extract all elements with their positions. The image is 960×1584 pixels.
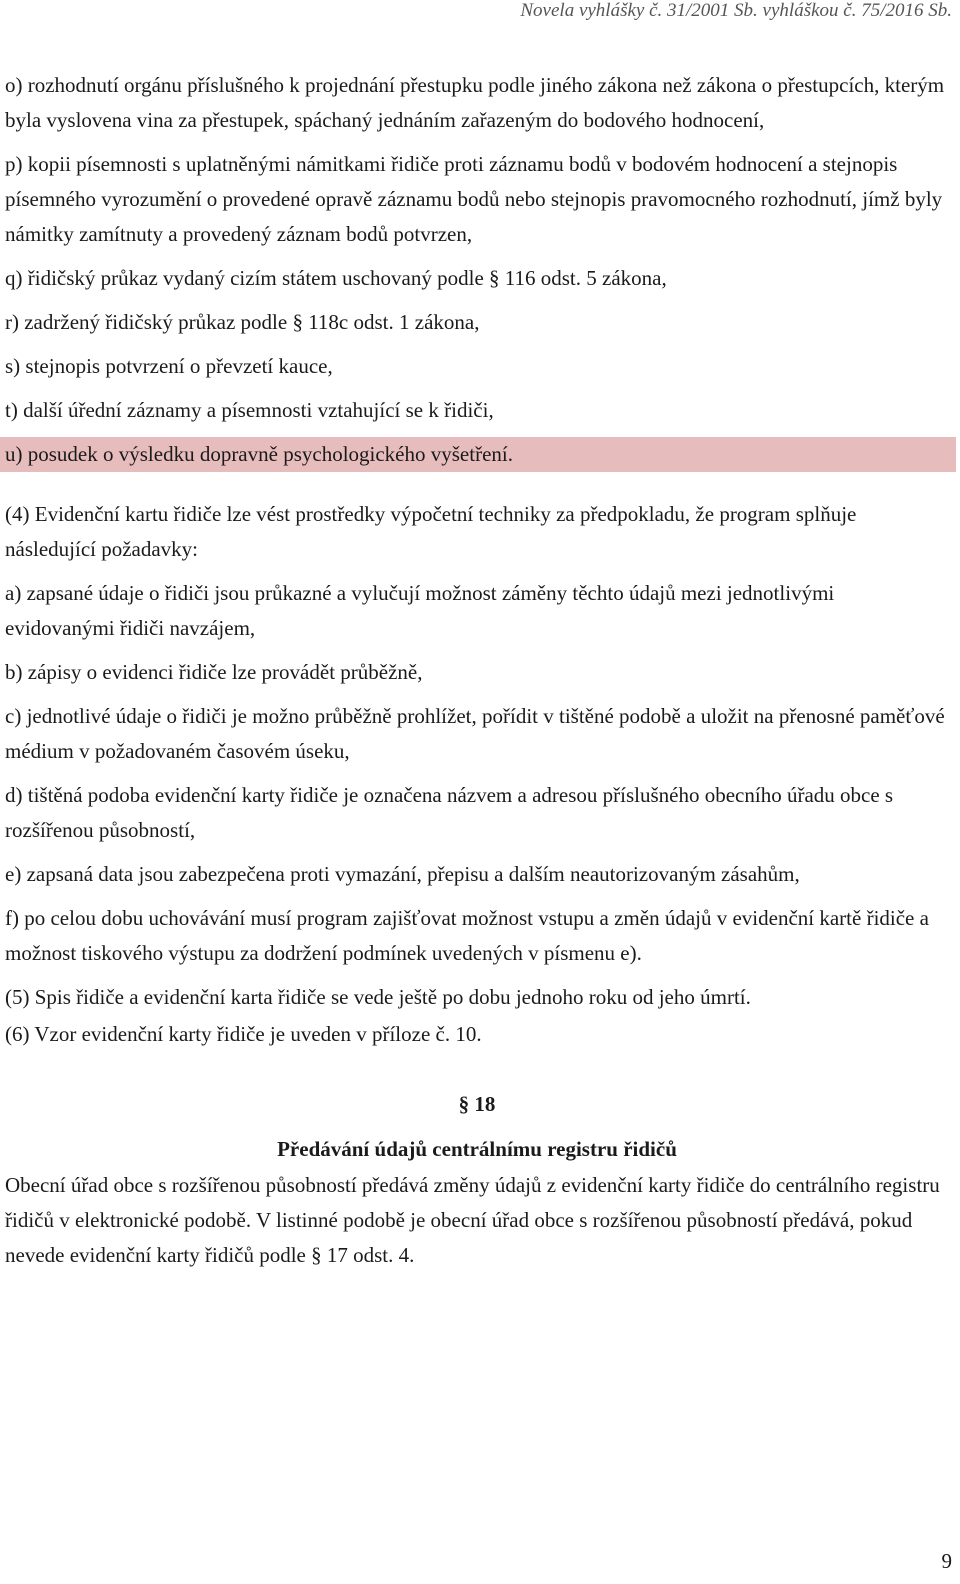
paragraph-4-intro: (4) Evidenční kartu řidiče lze vést prostředky výpočetní techniky za předpokladu, že program splňuje následující požadavky: [5,502,857,561]
requirement-c: c) jednotlivé údaje o řidiči je možno průběžně prohlížet, pořídit v tištěné podobě a uložit na přenosné paměťové médium v požadovaném časovém úseku, [5,704,945,763]
requirement-e: e) zapsaná data jsou zabezpečena proti vymazání, přepisu a dalším neautorizovaným zásahům, [5,862,800,886]
section-number: § 18 [458,1092,496,1116]
page-number: 9 [941,1549,952,1573]
list-item-u-highlighted: u) posudek o výsledku dopravně psychologického vyšetření. [0,437,956,472]
section-title: Předávání údajů centrálnímu registru řidičů [277,1137,677,1161]
paragraph-5: (5) Spis řidiče a evidenční karta řidiče se vede ještě po dobu jednoho roku od jeho úmrtí. [5,985,751,1009]
document-body [5,68,949,1282]
paragraph-6: (6) Vzor evidenční karty řidiče je uveden v příloze č. 10. [5,1022,482,1046]
section-body: Obecní úřad obce s rozšířenou působností předává změny údajů z evidenční karty řidiče do centrálního registru řidičů v elektronické podobě. V listinné podobě je obecní úřad obce s rozšířenou působností předává, pokud nevede evidenční karty řidičů podle § 17 odst. 4. [5,1173,940,1267]
requirement-d: d) tištěná podoba evidenční karty řidiče je označena názvem a adresou příslušného obecního úřadu obce s rozšířenou působností, [5,783,894,842]
list-item-o: o) rozhodnutí orgánu příslušného k projednání přestupku podle jiného zákona než zákona o přestupcích, kterým byla vyslovena vina za přestupek, spáchaný jednáním zařazeným do bodového hodnocení, [5,73,945,132]
list-item-p: p) kopii písemnosti s uplatněnými námitkami řidiče proti záznamu bodů v bodovém hodnocení a stejnopis písemného vyrozumění o provedené opravě záznamu bodů nebo stejnopis pravomocného rozhodnutí, jímž byly námitky zamítnuty a provedený záznam bodů potvrzen, [5,152,943,246]
document-running-header: Novela vyhlášky č. 31/2001 Sb. vyhláškou č. 75/2016 Sb. [520,0,952,21]
requirement-a: a) zapsané údaje o řidiči jsou průkazné a vylučují možnost záměny těchto údajů mezi jednotlivými evidovanými řidiči navzájem, [5,581,835,640]
list-item-r: r) zadržený řidičský průkaz podle § 118c odst. 1 zákona, [5,310,480,334]
requirement-f: f) po celou dobu uchovávání musí program zajišťovat možnost vstupu a změn údajů v evidenční kartě řidiče a možnost tiskového výstupu za dodržení podmínek uvedených v písmenu e). [5,906,929,965]
list-item-q: q) řidičský průkaz vydaný cizím státem uschovaný podle § 116 odst. 5 zákona, [5,266,667,290]
list-item-t: t) další úřední záznamy a písemnosti vztahující se k řidiči, [5,398,494,422]
requirement-b: b) zápisy o evidenci řidiče lze provádět průběžně, [5,660,423,684]
list-item-s: s) stejnopis potvrzení o převzetí kauce, [5,354,333,378]
